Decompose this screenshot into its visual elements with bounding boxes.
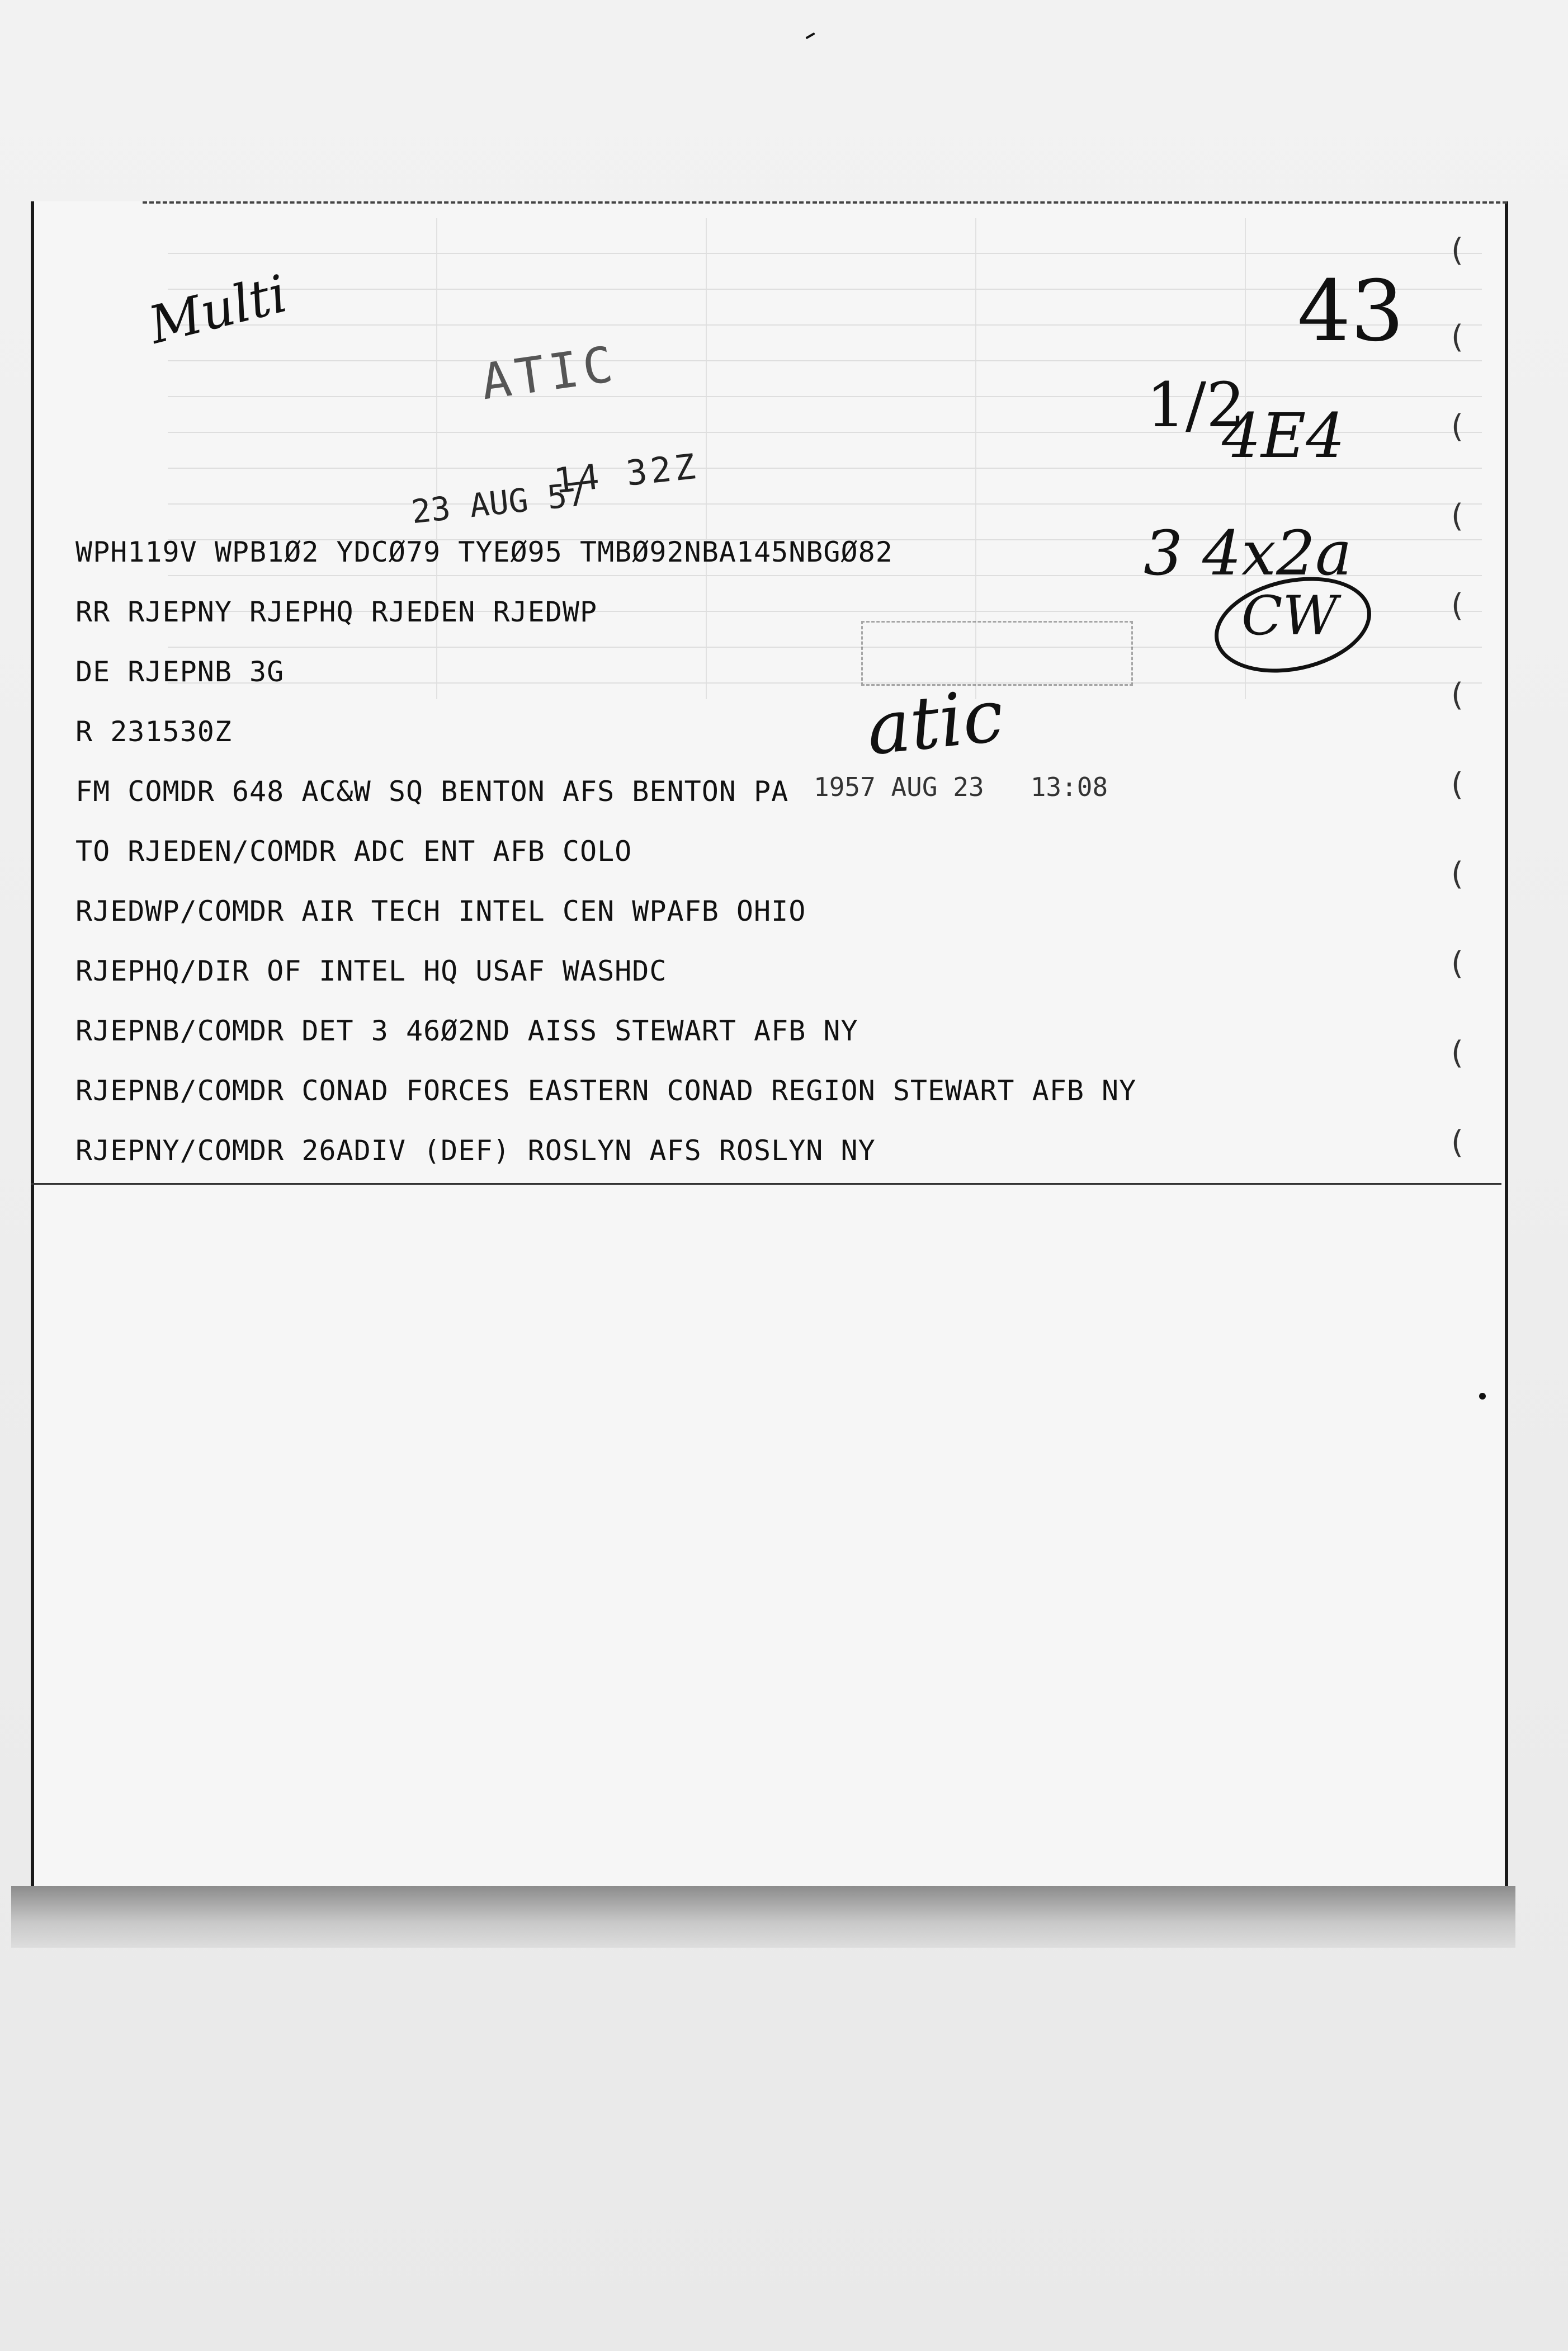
- margin-mark: (: [1451, 319, 1463, 355]
- margin-mark: (: [1451, 766, 1463, 803]
- handwritten-multi: Multi: [143, 263, 293, 356]
- margin-mark: (: [1451, 677, 1463, 713]
- handwritten-code-a: 1/2: [1146, 369, 1246, 441]
- handwritten-atic: atic: [862, 672, 1008, 772]
- margin-mark: (: [1451, 856, 1463, 892]
- handwritten-code-b: 4E4: [1222, 400, 1345, 472]
- addressee-line: RJEPNB/COMDR DET 3 46Ø2ND AISS STEWART AFB NY: [75, 1015, 858, 1047]
- speck: [805, 32, 815, 39]
- addressee-line: RJEDWP/COMDR AIR TECH INTEL CEN WPAFB OHIO: [75, 895, 806, 927]
- routing-line: WPH119V WPB1Ø2 YDCØ79 TYEØ95 TMBØ92NBA145NBGØ82: [75, 536, 893, 568]
- margin-mark: (: [1451, 408, 1463, 445]
- margin-mark: (: [1451, 945, 1463, 982]
- margin-mark: (: [1451, 498, 1463, 534]
- teletype-time-stamp: 1957 AUG 23 13:08: [814, 772, 1108, 802]
- addressee-line: RJEPHQ/DIR OF INTEL HQ USAF WASHDC: [75, 955, 667, 987]
- margin-mark: (: [1451, 1035, 1463, 1071]
- received-time-stamp: 14 32Z: [551, 445, 701, 502]
- addressee-line: RJEPNY/COMDR 26ADIV (DEF) ROSLYN AFS ROSLYN NY: [75, 1134, 876, 1167]
- atic-stamp: ATIC: [478, 334, 621, 411]
- sheet-bottom-shadow: [11, 1886, 1515, 1948]
- from-line: FM COMDR 648 AC&W SQ BENTON AFS BENTON PA: [75, 775, 789, 808]
- handwritten-code-c: 3 4x2a: [1144, 517, 1352, 589]
- received-date-stamp: 23 AUG 57: [409, 474, 588, 531]
- originator-line: DE RJEPNB 3G: [75, 656, 285, 688]
- to-line: TO RJEDEN/COMDR ADC ENT AFB COLO: [75, 835, 632, 868]
- margin-mark: (: [1451, 232, 1463, 268]
- speck: [1479, 1393, 1486, 1400]
- message-frame-bottom: [31, 1183, 1501, 1185]
- circled-initials: CW: [1241, 585, 1338, 647]
- sheet-top-edge: [143, 201, 1507, 204]
- precedence-line: RR RJEPNY RJEPHQ RJEDEN RJEDWP: [75, 596, 598, 628]
- addressee-line: RJEPNB/COMDR CONAD FORCES EASTERN CONAD REGION STEWART AFB NY: [75, 1075, 1137, 1107]
- margin-mark: (: [1451, 587, 1463, 624]
- margin-mark: (: [1451, 1124, 1463, 1161]
- date-time-group: R 231530Z: [75, 715, 232, 748]
- handwritten-page-number: 43: [1297, 263, 1404, 360]
